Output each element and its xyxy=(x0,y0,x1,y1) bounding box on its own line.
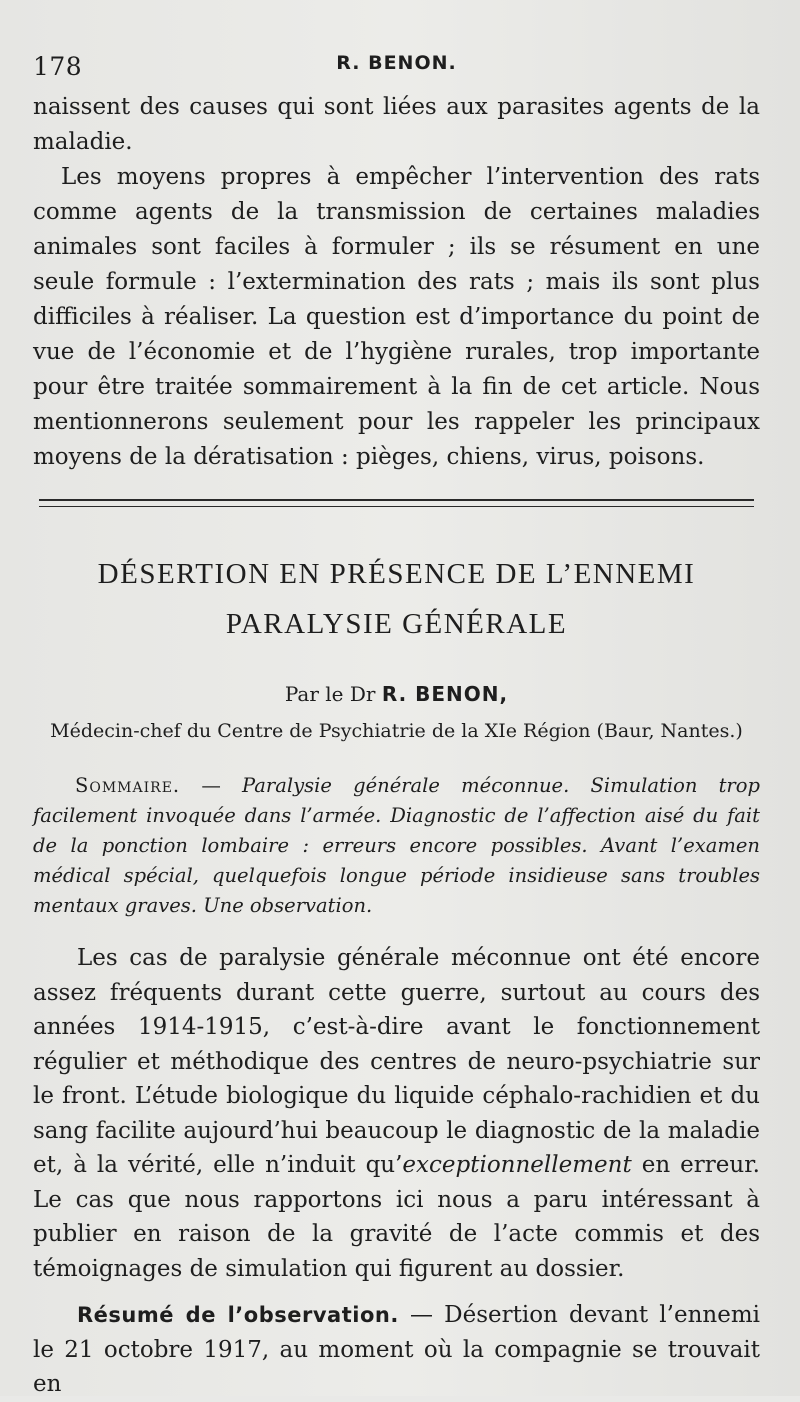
page-number: 178 xyxy=(33,52,83,81)
body-text-part-2: en erreur. Le cas que nous rapportons ici nous a paru intéressant à publier en raison de la gravité de l’acte commis et des témoignages de simulation qui figurent au dossier. xyxy=(33,1152,760,1282)
paragraph: Les moyens propres à empêcher l’intervention des rats comme agents de la transmission de certaines maladies animales sont faciles à formuler ; ils se résument en une seule formule : l’extermination des rats ; mais ils sont plus difficiles à réaliser. La question est d’importance du point de vue de l’économie et de l’hygiène rurales, trop importante pour être traitée sommairement à la fin de cet article. Nous mentionnerons seulement pour les rappeler les principaux moyens de la dératisation : pièges, chiens, virus, poisons. xyxy=(33,164,760,470)
emphasized-word: exceptionnellement xyxy=(402,1152,632,1178)
divider-thick-line xyxy=(39,499,754,501)
summary-dash: — xyxy=(180,774,243,797)
summary-text: Paralysie générale méconnue. Simulation trop facilement invoquée dans l’armée. Diagnostic de l’affection aisé du fait de la ponction lombaire : erreurs encore possibles. Avant l’examen médical spécial, quelquefois longue période insidieuse sans troubles mentaux graves. Une observation. xyxy=(33,774,760,917)
byline-prefix: Par le Dr xyxy=(284,682,376,706)
summary-label: Sommaire. xyxy=(75,774,181,797)
byline xyxy=(33,679,760,709)
article-title-line-1: DÉSERTION EN PRÉSENCE DE L’ENNEMI xyxy=(97,558,696,590)
article-body xyxy=(33,941,760,1402)
body-text-part-1: Les cas de paralysie générale méconnue ont été encore assez fréquents durant cette guerre, surtout au cours des années 1914-1915, c’est-à-dire avant le fonctionnement régulier et méthodique des centres de neuro-psychiatrie sur le front. L’étude biologique du liquide céphalo-rachidien et du sang facilite aujourd’hui beaucoup le diagnostic de la maladie et, à la vérité, elle n’induit qu’ xyxy=(33,945,760,1178)
paragraph xyxy=(33,941,760,1286)
continued-paragraph: naissent des causes qui sont liées aux parasites agents de la maladie. xyxy=(33,94,760,155)
author-name: R. BENON, xyxy=(381,682,509,706)
observation-paragraph xyxy=(33,1298,760,1402)
author-affiliation: Médecin-chef du Centre de Psychiatrie de la XIe Région (Baur, Nantes.) xyxy=(50,720,743,742)
running-title: R. BENON. xyxy=(336,52,457,74)
running-header xyxy=(33,42,760,90)
divider-thin-line xyxy=(39,506,754,507)
previous-article-conclusion xyxy=(33,90,760,475)
observation-text: — Désertion devant l’ennemi le 21 octobre 1917, au moment où la compagnie se trouvait en xyxy=(33,1302,760,1397)
section-divider xyxy=(39,499,754,507)
observation-label: Résumé de l’observation. xyxy=(77,1303,399,1327)
article-summary xyxy=(33,771,760,921)
article-title xyxy=(33,549,760,649)
article-title-line-2: PARALYSIE GÉNÉRALE xyxy=(225,608,568,640)
